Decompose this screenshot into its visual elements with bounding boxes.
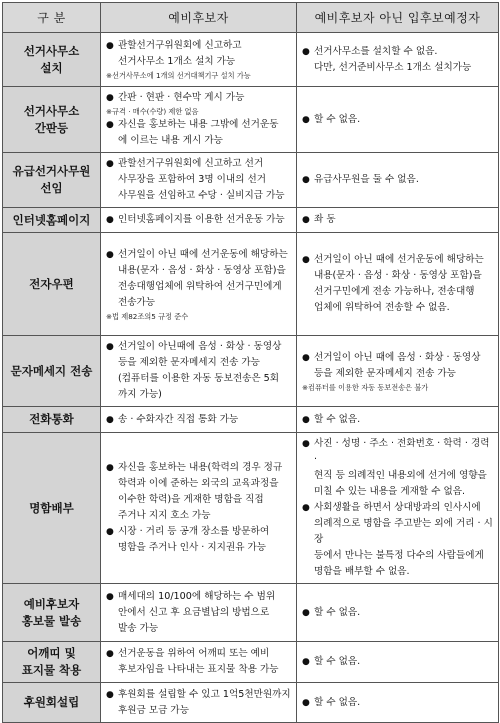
candidate-cell bbox=[101, 642, 297, 683]
bullet-item bbox=[106, 460, 292, 524]
non-candidate-cell bbox=[297, 336, 499, 407]
bullet-item bbox=[302, 654, 494, 670]
bullet-item bbox=[302, 44, 494, 76]
bullet-icon: ● bbox=[302, 46, 310, 57]
non-candidate-cell bbox=[297, 683, 499, 723]
footnote: ※선거사무소에 1개의 선거대책기구 설치 가능 bbox=[106, 71, 251, 80]
bullet-item bbox=[106, 339, 292, 403]
non-candidate-cell bbox=[297, 407, 499, 433]
bullet-item bbox=[302, 252, 494, 316]
header-non-candidate: 예비후보자 아닌 입후보예정자 bbox=[297, 3, 499, 33]
bullet-text: 자신을 홍보하는 내용 그밖에 선거운동 에 이르는 내용 게시 가능 bbox=[118, 119, 279, 146]
non-candidate-cell bbox=[297, 87, 499, 153]
row-category-label: 선거사무소 설치 bbox=[3, 33, 101, 87]
bullet-icon: ● bbox=[106, 463, 114, 473]
bullet-item bbox=[106, 589, 292, 637]
candidate-cell bbox=[101, 233, 297, 336]
footnote: ※규격 · 매수(수량) 제한 없음 bbox=[106, 107, 199, 116]
bullet-icon: ● bbox=[302, 607, 310, 618]
bullet-icon: ● bbox=[106, 689, 114, 700]
non-candidate-cell bbox=[297, 642, 499, 683]
bullet-item bbox=[106, 412, 292, 428]
bullet-icon: ● bbox=[106, 342, 114, 352]
table-row bbox=[3, 208, 499, 233]
table-row bbox=[3, 33, 499, 87]
bullet-icon: ● bbox=[302, 439, 310, 449]
bullet-icon: ● bbox=[106, 159, 114, 169]
row-category-label: 전화통화 bbox=[3, 407, 101, 433]
bullet-icon: ● bbox=[302, 657, 310, 667]
row-category-label: 인터넷홈페이지 bbox=[3, 208, 101, 233]
row-category-label: 어깨띠 및 표지물 착용 bbox=[3, 642, 101, 683]
row-category-label: 예비후보자 홍보물 발송 bbox=[3, 584, 101, 642]
bullet-icon: ● bbox=[302, 215, 310, 225]
bullet-icon: ● bbox=[106, 41, 114, 51]
bullet-text: 선거일이 아닌 때에 음성 · 화상 · 동영상 등을 제외한 문자메세지 전송 가능 bbox=[314, 351, 481, 379]
bullet-item bbox=[106, 90, 292, 106]
non-candidate-cell bbox=[297, 33, 499, 87]
table-row bbox=[3, 153, 499, 208]
bullet-text: 사회생활을 하면서 상대방과의 인사시에 의례적으로 명함을 주고받는 외에 거리 · 시장 등에서 만나는 불특정 다수의 사람들에게 명함을 배부할 수 없음. bbox=[314, 502, 493, 577]
bullet-text: 송 · 수화자간 직접 통화 가능 bbox=[118, 413, 239, 425]
row-category-label: 문자메세지 전송 bbox=[3, 336, 101, 407]
bullet-icon: ● bbox=[106, 120, 114, 130]
bullet-text: 간판 · 현판 · 현수막 게시 가능 bbox=[118, 92, 245, 103]
bullet-text: 선거일이 아닌때에 음성 · 화상 · 동영상 등을 제외한 문자메세지 전송 가능 (컴퓨터를 이용한 자동 동보전송은 5회 까지 가능) bbox=[118, 341, 282, 400]
bullet-text: 좌 동 bbox=[314, 214, 336, 225]
bullet-text: 선거일이 아닌 때에 선거운동에 해당하는 내용(문자 · 음성 · 화상 · 동영상 포함)을 선거구민에게 전송 가능하나, 전송대행 업체에 위탁하여 전송할 수 없음. bbox=[314, 254, 484, 313]
bullet-text: 할 수 없음. bbox=[314, 656, 361, 667]
bullet-item bbox=[302, 605, 494, 621]
bullet-text: 관할선거구위원회에 신고하고 선거 사무장을 포함하여 3명 이내의 선거 사무원을 선임하고 수당 · 실비지급 가능 bbox=[118, 158, 285, 201]
bullet-icon: ● bbox=[302, 503, 310, 513]
row-category-label: 선거사무소 간판등 bbox=[3, 87, 101, 153]
bullet-icon: ● bbox=[106, 215, 114, 225]
bullet-item bbox=[106, 156, 292, 204]
bullet-item bbox=[302, 436, 494, 500]
table-row bbox=[3, 407, 499, 433]
row-category-label: 전자우편 bbox=[3, 233, 101, 336]
bullet-item bbox=[106, 212, 292, 228]
bullet-icon: ● bbox=[302, 255, 310, 265]
bullet-icon: ● bbox=[106, 649, 114, 659]
bullet-text: 후원회를 설립할 수 있고 1억5천만원까지 후원금 모금 가능 bbox=[118, 688, 291, 716]
bullet-icon: ● bbox=[302, 414, 310, 425]
bullet-item bbox=[302, 500, 494, 580]
table-row bbox=[3, 642, 499, 683]
candidate-cell bbox=[101, 153, 297, 208]
row-category-label: 명함배부 bbox=[3, 433, 101, 584]
bullet-item bbox=[302, 350, 494, 382]
bullet-text: 사진 · 성명 · 주소 · 전화번호 · 학력 · 경력 · 현직 등 의례적인 내용외에 선거에 영향을 미칠 수 있는 내용을 게재할 수 없음. bbox=[314, 438, 490, 497]
header-candidate: 예비후보자 bbox=[101, 3, 297, 33]
bullet-item bbox=[302, 172, 494, 188]
table-row bbox=[3, 233, 499, 336]
footnote: ※컴퓨터를 이용한 자동 동보전송은 불가 bbox=[302, 382, 429, 392]
bullet-text: 선거운동을 위하여 어깨띠 또는 예비 후보자임을 나타내는 표지물 착용 가능 bbox=[118, 648, 279, 675]
candidate-cell bbox=[101, 33, 297, 87]
row-category-label: 후원회설립 bbox=[3, 683, 101, 723]
row-category-label: 유급선거사무원 선임 bbox=[3, 153, 101, 208]
table-row bbox=[3, 336, 499, 407]
bullet-icon: ● bbox=[302, 352, 310, 363]
comparison-table bbox=[2, 2, 499, 723]
bullet-icon: ● bbox=[302, 114, 310, 125]
bullet-text: 유급사무원을 둘 수 없음. bbox=[314, 174, 419, 185]
bullet-item bbox=[302, 412, 494, 428]
table-body bbox=[3, 33, 499, 723]
bullet-item bbox=[302, 212, 494, 228]
candidate-cell bbox=[101, 208, 297, 233]
bullet-text: 할 수 없음. bbox=[314, 606, 361, 618]
footnote: ※법 제82조의5 규정 준수 bbox=[106, 311, 189, 321]
bullet-icon: ● bbox=[106, 93, 114, 103]
bullet-icon: ● bbox=[106, 527, 114, 537]
bullet-item bbox=[106, 687, 292, 719]
table-row bbox=[3, 584, 499, 642]
bullet-item bbox=[106, 117, 292, 149]
candidate-cell bbox=[101, 433, 297, 584]
header-row bbox=[3, 3, 499, 33]
non-candidate-cell bbox=[297, 153, 499, 208]
header-category: 구 분 bbox=[3, 3, 101, 33]
bullet-icon: ● bbox=[302, 175, 310, 185]
non-candidate-cell bbox=[297, 233, 499, 336]
candidate-cell bbox=[101, 87, 297, 153]
non-candidate-cell bbox=[297, 584, 499, 642]
bullet-text: 매세대의 10/100에 해당하는 수 범위 안에서 신고 후 요금별납의 방법으로 발송 가능 bbox=[118, 590, 276, 634]
candidate-cell bbox=[101, 683, 297, 723]
bullet-item bbox=[106, 646, 292, 678]
bullet-text: 할 수 없음. bbox=[314, 113, 361, 125]
bullet-icon: ● bbox=[106, 249, 114, 260]
candidate-cell bbox=[101, 407, 297, 433]
candidate-cell bbox=[101, 336, 297, 407]
bullet-item bbox=[106, 524, 292, 556]
bullet-text: 선거사무소를 설치할 수 없음. 다만, 선거준비사무소 1개소 설치가능 bbox=[314, 45, 472, 73]
bullet-text: 관할선거구위원회에 신고하고 선거사무소 1개소 설치 가능 bbox=[118, 40, 242, 67]
bullet-text: 자신을 홍보하는 내용(학력의 경우 정규 학력과 이에 준하는 외국의 교육과정을 이수한 학력)을 게재한 명함을 직접 주거나 지지 호소 가능 bbox=[118, 462, 283, 521]
bullet-item bbox=[302, 112, 494, 128]
bullet-icon: ● bbox=[106, 591, 114, 602]
candidate-cell bbox=[101, 584, 297, 642]
non-candidate-cell bbox=[297, 208, 499, 233]
table-row bbox=[3, 433, 499, 584]
table-row bbox=[3, 87, 499, 153]
bullet-item bbox=[302, 695, 494, 711]
bullet-icon: ● bbox=[106, 414, 114, 425]
bullet-text: 할 수 없음. bbox=[314, 413, 361, 425]
bullet-text: 할 수 없음. bbox=[314, 696, 361, 708]
bullet-text: 시장 · 거리 등 공개 장소를 방문하여 명함을 주거나 인사 · 지지권유 가능 bbox=[118, 526, 270, 553]
non-candidate-cell bbox=[297, 433, 499, 584]
bullet-item bbox=[106, 247, 292, 311]
bullet-item bbox=[106, 38, 292, 70]
table-row bbox=[3, 683, 499, 723]
bullet-text: 인터넷홈페이지를 이용한 선거운동 가능 bbox=[118, 214, 285, 225]
bullet-icon: ● bbox=[302, 697, 310, 708]
bullet-text: 선거일이 아닌 때에 선거운동에 해당하는 내용(문자 · 음성 · 화상 · 동영상 포함)을 전송대행업체에 위탁하여 선거구민에게 전송가능 bbox=[118, 248, 288, 308]
